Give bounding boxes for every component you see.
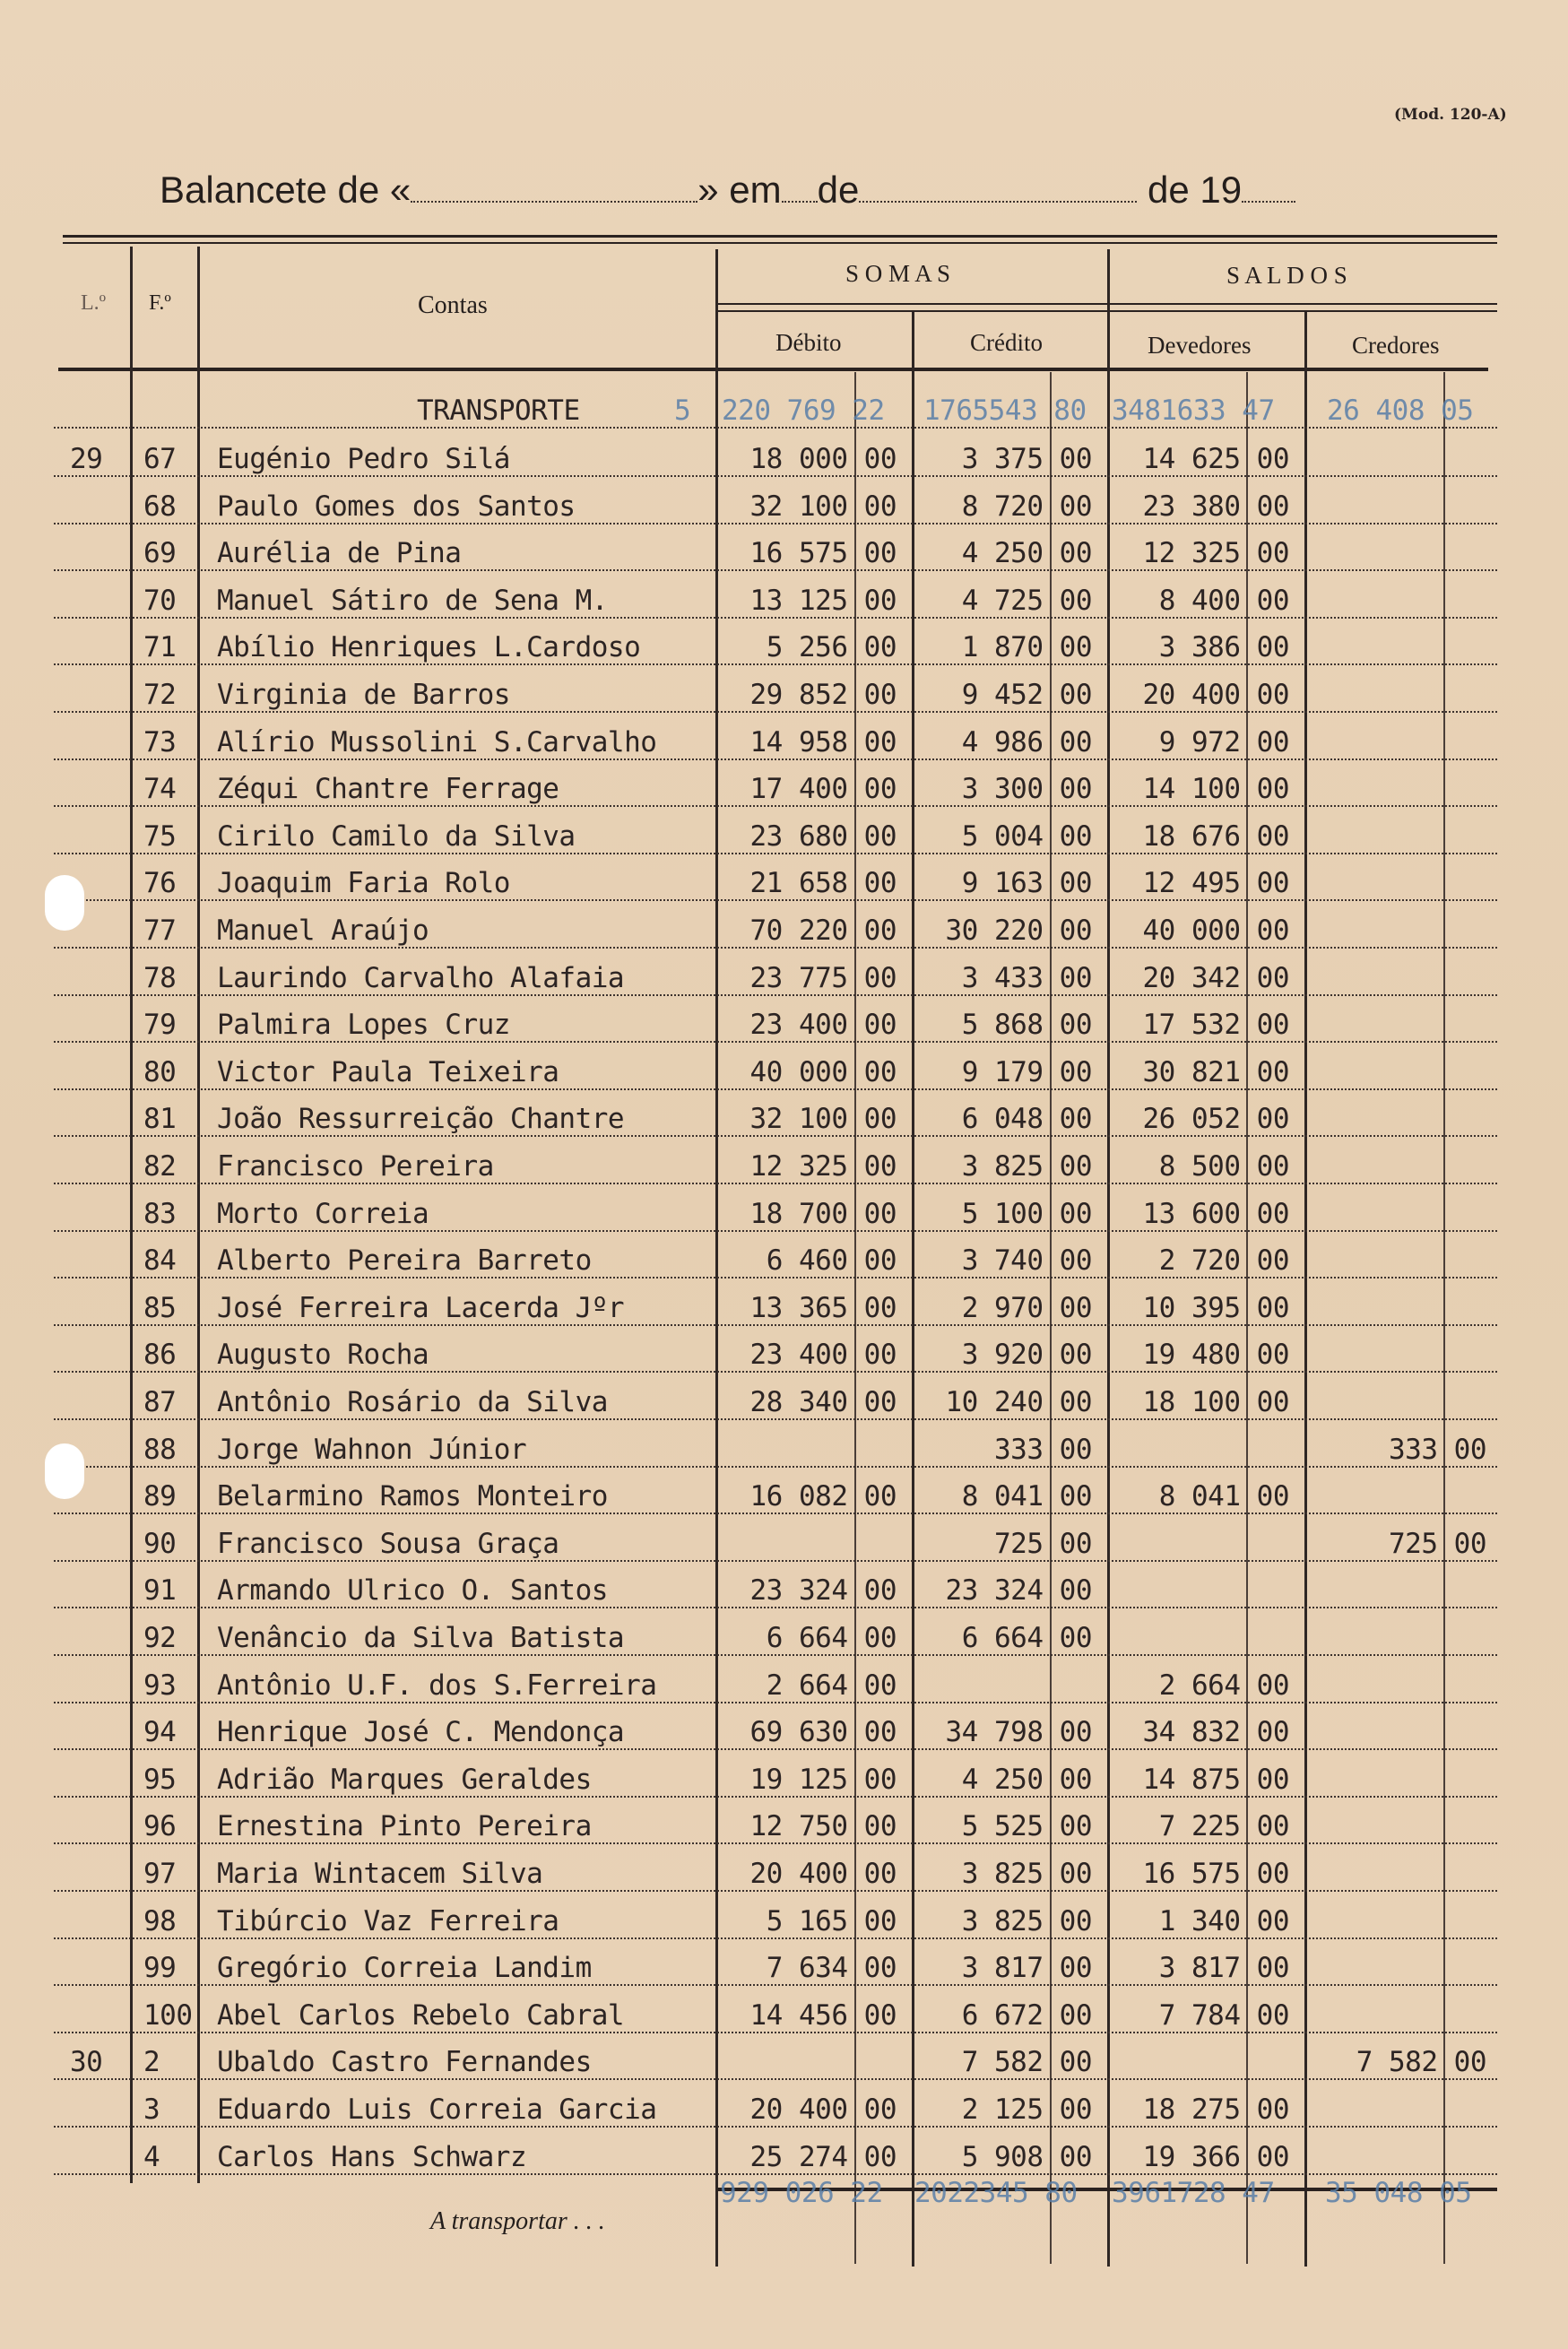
cell-conta: Belarmino Ramos Monteiro: [217, 1480, 608, 1513]
cell-devedores: 30 821 00: [1142, 1055, 1289, 1088]
cell-devedores: 17 532 00: [1142, 1009, 1289, 1042]
cell-conta: Palmira Lopes Cruz: [217, 1009, 510, 1042]
cell-debito: 17 400 00: [749, 773, 897, 806]
table-row: [54, 1141, 1497, 1188]
row-dotted-line: [54, 1702, 1497, 1703]
cell-credito: 3 300 00: [961, 773, 1092, 806]
table-row: [54, 1471, 1497, 1518]
table-row: [54, 2085, 1497, 2131]
table-row: [54, 1425, 1497, 1471]
table-row: [54, 811, 1497, 858]
cell-debito: 5 165 00: [766, 1904, 897, 1937]
table-row: [54, 1047, 1497, 1094]
cell-folha: 2: [143, 2046, 160, 2079]
row-dotted-line: [54, 1371, 1497, 1373]
row-dotted-line: [54, 1654, 1497, 1656]
cell-devedores: 19 366 00: [1142, 2140, 1289, 2173]
col-folha: F.º: [149, 291, 171, 315]
cell-debito: 23 400 00: [749, 1009, 897, 1042]
cell-devedores: 8 500 00: [1158, 1150, 1289, 1183]
row-dotted-line: [54, 947, 1497, 949]
cell-conta: José Ferreira Lacerda Jºr: [217, 1291, 625, 1324]
cell-conta: Laurindo Carvalho Alafaia: [217, 961, 625, 994]
table-row: [54, 1613, 1497, 1660]
cell-folha: 3: [143, 2093, 160, 2126]
cell-devedores: 23 380 00: [1142, 490, 1289, 523]
row-dotted-line: [54, 1513, 1497, 1514]
cell-conta: Adrião Marques Geraldes: [217, 1763, 592, 1796]
cell-conta: Gregório Correia Landim: [217, 1952, 592, 1985]
cell-devedores: 3 817 00: [1158, 1952, 1289, 1985]
row-dotted-line: [54, 1135, 1497, 1137]
cell-folha: 97: [143, 1858, 177, 1890]
cell-credito: 3 817 00: [961, 1952, 1092, 1985]
table-row: [54, 1801, 1497, 1848]
col-contas: Contas: [418, 291, 488, 319]
entity-blank: [411, 192, 697, 203]
table-row: [54, 622, 1497, 669]
cell-debito: 25 274 00: [749, 2140, 897, 2173]
table-row: [54, 481, 1497, 528]
cell-credito: 333 00: [994, 1433, 1092, 1466]
form-model-label: (Mod. 120-A): [1394, 106, 1507, 124]
cell-devedores: 12 325 00: [1142, 537, 1289, 570]
table-row: [54, 2037, 1497, 2084]
cell-devedores: 18 275 00: [1142, 2093, 1289, 2126]
cell-credito: 2 970 00: [961, 1291, 1092, 1324]
cell-folha: 88: [143, 1433, 177, 1466]
cell-conta: Abílio Henriques L.Cardoso: [217, 631, 641, 664]
row-dotted-line: [54, 2126, 1497, 2128]
cell-folha: 74: [143, 773, 177, 806]
cell-debito: 20 400 00: [749, 2093, 897, 2126]
cell-credito: 3 740 00: [961, 1244, 1092, 1278]
cell-folha: 81: [143, 1103, 177, 1136]
table-row: [54, 1094, 1497, 1140]
cell-debito: 13 125 00: [749, 584, 897, 617]
punch-hole-top: [45, 875, 84, 931]
cell-debito: 29 852 00: [749, 679, 897, 711]
cell-debito: 2 664 00: [766, 1669, 897, 1702]
cell-folha: 67: [143, 443, 177, 475]
cell-debito: 6 460 00: [766, 1244, 897, 1278]
cell-credito: 2 125 00: [961, 2093, 1092, 2126]
cell-debito: 5 256 00: [766, 631, 897, 664]
table-row: [54, 528, 1497, 575]
cell-folha: 75: [143, 819, 177, 853]
cell-conta: Zéqui Chantre Ferrage: [217, 773, 559, 806]
cell-devedores: 10 395 00: [1142, 1291, 1289, 1324]
punch-hole-bottom: [45, 1443, 84, 1499]
cell-devedores: 34 832 00: [1142, 1716, 1289, 1749]
row-dotted-line: [54, 1230, 1497, 1232]
table-row: [54, 1519, 1497, 1565]
transporte-credores: 26 408 05: [1327, 394, 1474, 427]
cell-conta: Augusto Rocha: [217, 1339, 429, 1372]
transporte-row: [54, 386, 1497, 432]
col-debito: Débito: [775, 329, 842, 356]
cell-credito: 5 868 00: [961, 1009, 1092, 1042]
cell-devedores: 14 100 00: [1142, 773, 1289, 806]
table-row: [54, 1000, 1497, 1046]
cell-folha: 90: [143, 1527, 177, 1560]
cell-credito: 5 908 00: [961, 2140, 1092, 2173]
cell-conta: Armando Ulrico O. Santos: [217, 1574, 608, 1608]
col-devedores: Devedores: [1148, 332, 1252, 359]
cell-credito: 5 100 00: [961, 1197, 1092, 1230]
table-row: [54, 1283, 1497, 1330]
table-row: [54, 1755, 1497, 1801]
cell-conta: Manuel Sátiro de Sena M.: [217, 584, 608, 617]
cell-folha: 69: [143, 537, 177, 570]
cell-conta: Aurélia de Pina: [217, 537, 462, 570]
cell-conta: João Ressurreição Chantre: [217, 1103, 625, 1136]
cell-conta: Henrique José C. Mendonça: [217, 1716, 625, 1749]
cell-credito: 3 920 00: [961, 1339, 1092, 1372]
cell-folha: 76: [143, 867, 177, 900]
cell-credito: 4 250 00: [961, 537, 1092, 570]
cell-conta: Eduardo Luis Correia Garcia: [217, 2093, 657, 2126]
table-row: [54, 2132, 1497, 2179]
cell-conta: Morto Correia: [217, 1197, 429, 1230]
row-dotted-line: [54, 1041, 1497, 1043]
cell-credito: 3 825 00: [961, 1150, 1092, 1183]
cell-debito: 14 456 00: [749, 1998, 897, 2032]
cell-devedores: 14 875 00: [1142, 1763, 1289, 1796]
cell-conta: Cirilo Camilo da Silva: [217, 819, 576, 853]
total-devedores: 3961728 47: [1112, 2177, 1275, 2209]
row-dotted-line: [54, 1088, 1497, 1090]
row-dotted-line: [54, 1842, 1497, 1844]
cell-devedores: 26 052 00: [1142, 1103, 1289, 1136]
total-credores: 35 048 05: [1325, 2177, 1472, 2209]
cell-debito: 19 125 00: [749, 1763, 897, 1796]
cell-conta: Alberto Pereira Barreto: [217, 1244, 592, 1278]
cell-debito: 23 324 00: [749, 1574, 897, 1608]
cell-credito: 1 870 00: [961, 631, 1092, 664]
transporte-mark: 5: [674, 394, 691, 427]
cell-conta: Tibúrcio Vaz Ferreira: [217, 1904, 559, 1937]
transporte-label: TRANSPORTE: [417, 394, 580, 427]
table-row: [54, 1896, 1497, 1943]
cell-conta: Alírio Mussolini S.Carvalho: [217, 725, 657, 758]
cell-devedores: 40 000 00: [1142, 914, 1289, 947]
cell-debito: 70 220 00: [749, 914, 897, 947]
row-dotted-line: [54, 1607, 1497, 1608]
total-debito: 929 026 22: [720, 2177, 883, 2209]
cell-folha: 92: [143, 1622, 177, 1654]
cell-credores: 725 00: [1389, 1527, 1486, 1560]
row-dotted-line: [54, 1890, 1497, 1892]
year-blank: [1242, 192, 1295, 203]
cell-credito: 34 798 00: [945, 1716, 1092, 1749]
cell-credito: 725 00: [994, 1527, 1092, 1560]
cell-debito: 28 340 00: [749, 1386, 897, 1418]
cell-devedores: 18 676 00: [1142, 819, 1289, 853]
cell-folha: 4: [143, 2140, 160, 2173]
cell-folha: 98: [143, 1904, 177, 1937]
row-dotted-line: [54, 2032, 1497, 2033]
top-rule: [63, 235, 1497, 238]
row-dotted-line: [54, 1796, 1497, 1798]
cell-credito: 3 825 00: [961, 1904, 1092, 1937]
cell-devedores: 16 575 00: [1142, 1858, 1289, 1890]
cell-credito: 3 375 00: [961, 443, 1092, 475]
cell-conta: Francisco Sousa Graça: [217, 1527, 559, 1560]
cell-conta: Maria Wintacem Silva: [217, 1858, 543, 1890]
cell-folha: 94: [143, 1716, 177, 1749]
cell-folha: 99: [143, 1952, 177, 1985]
cell-folha: 96: [143, 1810, 177, 1843]
day-blank: [782, 192, 818, 203]
transporte-credito: 1765543 80: [923, 394, 1087, 427]
cell-credores: 7 582 00: [1356, 2046, 1486, 2079]
cell-devedores: 8 041 00: [1158, 1480, 1289, 1513]
table-row: [54, 717, 1497, 764]
row-dotted-line: [54, 2173, 1497, 2175]
cell-credito: 8 041 00: [961, 1480, 1092, 1513]
cell-debito: 21 658 00: [749, 867, 897, 900]
table-row: [54, 1235, 1497, 1282]
cell-credito: 3 825 00: [961, 1858, 1092, 1890]
table-row: [54, 1377, 1497, 1424]
total-credito: 2022345 80: [914, 2177, 1078, 2209]
cell-devedores: 8 400 00: [1158, 584, 1289, 617]
cell-credito: 9 163 00: [961, 867, 1092, 900]
row-dotted-line: [54, 569, 1497, 571]
table-row: [54, 906, 1497, 952]
cell-conta: Abel Carlos Rebelo Cabral: [217, 1998, 625, 2032]
cell-conta: Eugénio Pedro Silá: [217, 443, 510, 475]
row-dotted-line: [54, 758, 1497, 760]
cell-livro: 30: [70, 2046, 103, 2079]
table-row: [54, 1330, 1497, 1376]
cell-devedores: 3 386 00: [1158, 631, 1289, 664]
row-dotted-line: [54, 853, 1497, 854]
cell-credores: 333 00: [1389, 1433, 1486, 1466]
row-dotted-line: [54, 1277, 1497, 1279]
row-dotted-line: [54, 1466, 1497, 1468]
cell-debito: 16 082 00: [749, 1480, 897, 1513]
cell-debito: 40 000 00: [749, 1055, 897, 1088]
cell-debito: 20 400 00: [749, 1858, 897, 1890]
cell-conta: Ubaldo Castro Fernandes: [217, 2046, 592, 2079]
cell-folha: 87: [143, 1386, 177, 1418]
table-row: [54, 1189, 1497, 1235]
cell-conta: Victor Paula Teixeira: [217, 1055, 559, 1088]
cell-credito: 5 004 00: [961, 819, 1092, 853]
cell-folha: 85: [143, 1291, 177, 1324]
cell-conta: Manuel Araújo: [217, 914, 429, 947]
header-bottom-rule: [58, 368, 1488, 371]
top-rule-thin: [63, 242, 1497, 244]
balancete-title: [160, 169, 1295, 212]
row-dotted-line: [54, 475, 1497, 477]
cell-credito: 6 672 00: [961, 1998, 1092, 2032]
table-row: [54, 434, 1497, 481]
cell-devedores: 19 480 00: [1142, 1339, 1289, 1372]
cell-debito: 12 750 00: [749, 1810, 897, 1843]
cell-credito: 4 986 00: [961, 725, 1092, 758]
cell-credito: 8 720 00: [961, 490, 1092, 523]
row-dotted-line: [54, 1560, 1497, 1562]
cell-credito: 7 582 00: [961, 2046, 1092, 2079]
table-row: [54, 858, 1497, 905]
row-dotted-line: [54, 994, 1497, 996]
cell-folha: 78: [143, 961, 177, 994]
cell-credito: 10 240 00: [945, 1386, 1092, 1418]
cell-debito: 6 664 00: [766, 1622, 897, 1654]
title-prefix: Balancete de: [160, 169, 380, 211]
cell-devedores: 13 600 00: [1142, 1197, 1289, 1230]
table-row: [54, 670, 1497, 716]
cell-debito: 12 325 00: [749, 1150, 897, 1183]
cell-debito: 7 634 00: [766, 1952, 897, 1985]
cell-folha: 70: [143, 584, 177, 617]
cell-folha: 91: [143, 1574, 177, 1608]
cell-livro: 29: [70, 443, 103, 475]
table-row: [54, 1660, 1497, 1707]
cell-debito: 18 700 00: [749, 1197, 897, 1230]
cell-folha: 79: [143, 1009, 177, 1042]
cell-debito: 16 575 00: [749, 537, 897, 570]
col-saldos: S A L D O S: [1226, 262, 1347, 289]
cell-folha: 84: [143, 1244, 177, 1278]
cell-conta: Venâncio da Silva Batista: [217, 1622, 625, 1654]
cell-devedores: 2 720 00: [1158, 1244, 1289, 1278]
cell-credito: 4 725 00: [961, 584, 1092, 617]
cell-credito: 23 324 00: [945, 1574, 1092, 1608]
col-credores: Credores: [1352, 332, 1440, 359]
cell-folha: 93: [143, 1669, 177, 1702]
cell-folha: 77: [143, 914, 177, 947]
table-row: [54, 1943, 1497, 1989]
row-dotted-line: [54, 1183, 1497, 1184]
quote-open: «: [389, 169, 411, 211]
quote-close: »: [697, 169, 719, 211]
transporte-debito: 220 769 22: [722, 394, 885, 427]
cell-conta: Carlos Hans Schwarz: [217, 2140, 527, 2173]
month-blank: [859, 192, 1137, 203]
cell-credito: 9 179 00: [961, 1055, 1092, 1088]
cell-credito: 4 250 00: [961, 1763, 1092, 1796]
cell-credito: 3 433 00: [961, 961, 1092, 994]
cell-conta: Joaquim Faria Rolo: [217, 867, 510, 900]
table-row: [54, 1565, 1497, 1612]
cell-devedores: 7 784 00: [1158, 1998, 1289, 2032]
row-dotted-line: [54, 1984, 1497, 1986]
row-dotted-line: [54, 523, 1497, 524]
cell-debito: 32 100 00: [749, 1103, 897, 1136]
cell-devedores: 20 342 00: [1142, 961, 1289, 994]
cell-folha: 80: [143, 1055, 177, 1088]
cell-credito: 9 452 00: [961, 679, 1092, 711]
row-dotted-line: [54, 427, 1497, 429]
cell-folha: 82: [143, 1150, 177, 1183]
title-em: em: [729, 169, 782, 211]
cell-folha: 71: [143, 631, 177, 664]
cell-folha: 73: [143, 725, 177, 758]
cell-conta: Antônio Rosário da Silva: [217, 1386, 608, 1418]
row-dotted-line: [54, 1324, 1497, 1326]
cell-debito: 14 958 00: [749, 725, 897, 758]
cell-folha: 95: [143, 1763, 177, 1796]
cell-devedores: 9 972 00: [1158, 725, 1289, 758]
cell-credito: 6 048 00: [961, 1103, 1092, 1136]
cell-credito: 30 220 00: [945, 914, 1092, 947]
cell-debito: 13 365 00: [749, 1291, 897, 1324]
title-de19: de 19: [1148, 169, 1243, 211]
col-somas: S O M A S: [845, 260, 951, 287]
cell-folha: 89: [143, 1480, 177, 1513]
cell-folha: 72: [143, 679, 177, 711]
row-dotted-line: [54, 2078, 1497, 2080]
row-dotted-line: [54, 663, 1497, 665]
cell-conta: Jorge Wahnon Júnior: [217, 1433, 527, 1466]
cell-devedores: 2 664 00: [1158, 1669, 1289, 1702]
cell-debito: 69 630 00: [749, 1716, 897, 1749]
cell-devedores: 7 225 00: [1158, 1810, 1289, 1843]
table-row: [54, 1849, 1497, 1895]
cell-devedores: 20 400 00: [1142, 679, 1289, 711]
cell-conta: Francisco Pereira: [217, 1150, 494, 1183]
row-dotted-line: [54, 805, 1497, 807]
col-credito: Crédito: [970, 329, 1043, 356]
cell-folha: 86: [143, 1339, 177, 1372]
row-dotted-line: [54, 1418, 1497, 1420]
transporte-devedores: 3481633 47: [1112, 394, 1275, 427]
table-row: [54, 764, 1497, 810]
cell-conta: Antônio U.F. dos S.Ferreira: [217, 1669, 657, 1702]
table-row: [54, 576, 1497, 622]
cell-conta: Ernestina Pinto Pereira: [217, 1810, 592, 1843]
row-dotted-line: [54, 711, 1497, 713]
col-livro: L.º: [81, 291, 107, 315]
table-row: [54, 953, 1497, 1000]
cell-debito: 18 000 00: [749, 443, 897, 475]
cell-conta: Virginia de Barros: [217, 679, 510, 711]
cell-debito: 32 100 00: [749, 490, 897, 523]
table-row: [54, 1990, 1497, 2037]
cell-debito: 23 680 00: [749, 819, 897, 853]
cell-devedores: 18 100 00: [1142, 1386, 1289, 1418]
cell-folha: 100: [143, 1998, 193, 2032]
cell-debito: 23 775 00: [749, 961, 897, 994]
cell-devedores: 12 495 00: [1142, 867, 1289, 900]
cell-debito: 23 400 00: [749, 1339, 897, 1372]
table-row: [54, 1707, 1497, 1754]
row-dotted-line: [54, 617, 1497, 619]
cell-devedores: 1 340 00: [1158, 1904, 1289, 1937]
cell-folha: 83: [143, 1197, 177, 1230]
cell-devedores: 14 625 00: [1142, 443, 1289, 475]
cell-folha: 68: [143, 490, 177, 523]
row-dotted-line: [54, 899, 1497, 901]
cell-conta: Paulo Gomes dos Santos: [217, 490, 576, 523]
cell-credito: 6 664 00: [961, 1622, 1092, 1654]
row-dotted-line: [54, 1937, 1497, 1939]
row-dotted-line: [54, 1748, 1497, 1750]
a-transportar-label: A transportar . . .: [430, 2207, 605, 2235]
cell-credito: 5 525 00: [961, 1810, 1092, 1843]
title-de: de: [817, 169, 860, 211]
